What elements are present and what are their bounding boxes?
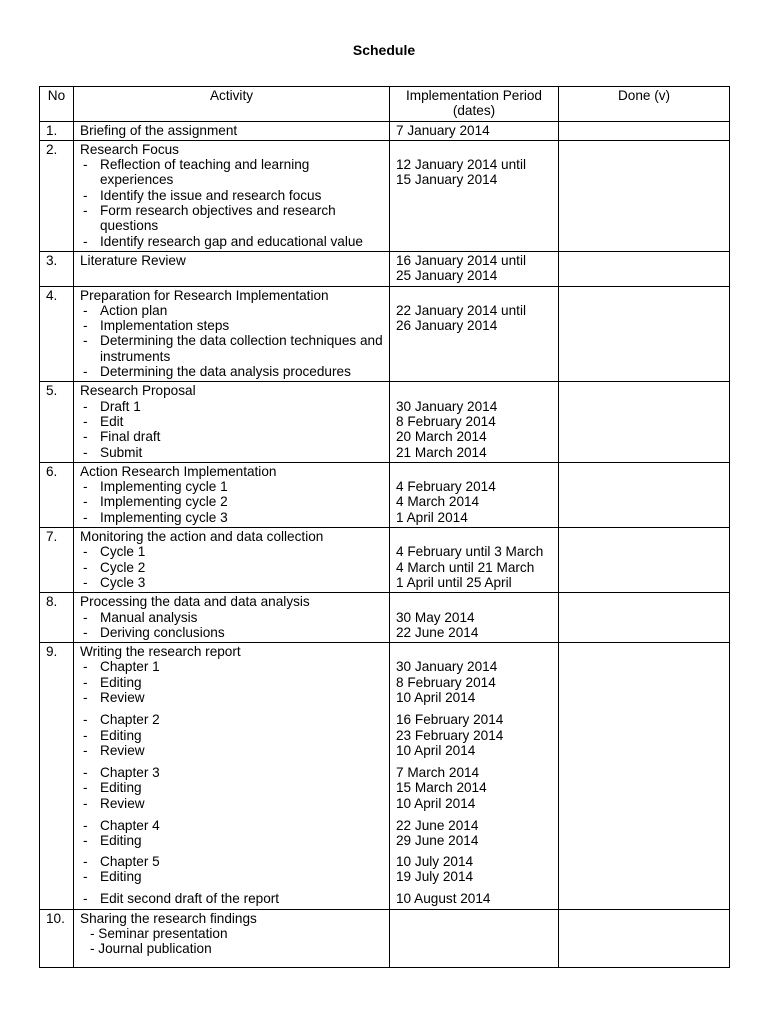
activity-cell — [74, 121, 390, 140]
activity-item: - Implementation steps — [80, 318, 383, 333]
activity-item: - Identify the issue and research focus — [80, 188, 383, 203]
activity-item: - Form research objectives and research questions — [80, 203, 383, 234]
period-line: 10 July 2014 — [396, 853, 474, 869]
period-line: 1 April until 25 April — [396, 574, 512, 590]
table-row — [40, 643, 730, 909]
activity-item: - Identify research gap and educational value — [80, 234, 383, 249]
table-row — [40, 462, 730, 527]
activity-item: - Action plan — [80, 303, 383, 318]
activity-item: - Chapter 5 — [80, 854, 383, 869]
dash-marker: - — [83, 203, 88, 219]
row-number: 3. — [40, 251, 74, 286]
dash-marker: - — [83, 494, 88, 510]
activity-cell — [74, 382, 390, 462]
activity-title: Preparation for Research Implementation — [80, 287, 329, 303]
activity-item: - Edit second draft of the report — [80, 891, 383, 906]
activity-item: - Determining the data collection techniques and instruments — [80, 333, 383, 364]
dash-marker: - — [83, 559, 88, 575]
activity-item: - Edit — [80, 414, 383, 429]
dash-marker: - — [83, 157, 88, 173]
period-cell — [390, 462, 559, 527]
table-row — [40, 382, 730, 462]
dash-marker: - — [83, 818, 88, 834]
period-line: 1 April 2014 — [396, 509, 468, 525]
activity-cell — [74, 251, 390, 286]
dash-marker: - — [83, 444, 88, 460]
dash-marker: - — [83, 780, 88, 796]
period-line: 19 July 2014 — [396, 868, 474, 884]
row-number: 7. — [40, 528, 74, 593]
activity-item: - Determining the data analysis procedures — [80, 364, 383, 379]
activity-item: - Cycle 3 — [80, 575, 383, 590]
dash-marker: - — [83, 853, 88, 869]
period-line: 29 June 2014 — [396, 833, 479, 849]
period-line: 10 August 2014 — [396, 891, 491, 907]
row-number: 10. — [40, 909, 74, 968]
dash-marker: - — [83, 302, 88, 318]
dash-marker: - — [83, 727, 88, 743]
dash-marker: - — [83, 674, 88, 690]
dash-marker: - — [83, 233, 88, 249]
period-line: 15 March 2014 — [396, 780, 487, 796]
done-cell — [559, 382, 730, 462]
dash-marker: - — [83, 795, 88, 811]
dash-marker: - — [83, 479, 88, 495]
period-line: 30 May 2014 — [396, 609, 475, 625]
activity-title: Sharing the research findings — [80, 910, 257, 926]
period-line: 22 January 2014 until — [396, 302, 526, 318]
dash-marker: - — [83, 544, 88, 560]
activity-item: - Deriving conclusions — [80, 625, 383, 640]
period-line: 8 February 2014 — [396, 674, 496, 690]
row-number: 6. — [40, 462, 74, 527]
activity-item: - Editing — [80, 869, 383, 884]
activity-item: - Final draft — [80, 429, 383, 444]
activity-item: - Editing — [80, 833, 383, 848]
activity-item: - Implementing cycle 1 — [80, 479, 383, 494]
activity-cell — [74, 909, 390, 968]
period-line: 8 February 2014 — [396, 413, 496, 429]
dash-marker: - — [83, 868, 88, 884]
table-row — [40, 593, 730, 643]
period-cell — [390, 140, 559, 251]
activity-item: - Chapter 2 — [80, 712, 383, 727]
activity-item: - Chapter 3 — [80, 765, 383, 780]
activity-item: - Editing — [80, 675, 383, 690]
dash-marker: - — [83, 833, 88, 849]
done-cell — [559, 462, 730, 527]
period-line: 10 April 2014 — [396, 795, 476, 811]
period-cell — [390, 643, 559, 909]
done-cell — [559, 286, 730, 382]
period-line: 12 January 2014 until — [396, 157, 526, 173]
dash-marker: - — [83, 765, 88, 781]
dash-marker: - — [83, 187, 88, 203]
period-line: 10 April 2014 — [396, 689, 476, 705]
activity-item: - Draft 1 — [80, 399, 383, 414]
period-cell — [390, 286, 559, 382]
period-line: 4 March 2014 — [396, 494, 480, 510]
activity-item: - Manual analysis — [80, 610, 383, 625]
activity-item: - Chapter 4 — [80, 818, 383, 833]
dash-marker: - — [83, 712, 88, 728]
activity-cell — [74, 528, 390, 593]
page-title: Schedule — [352, 42, 416, 58]
activity-cell — [74, 643, 390, 909]
activity-subitem: - Seminar presentation — [90, 925, 228, 941]
dash-marker: - — [83, 413, 88, 429]
dash-marker: - — [83, 333, 88, 349]
period-line: 25 January 2014 — [396, 268, 498, 284]
period-line: 10 April 2014 — [396, 742, 476, 758]
row-number: 5. — [40, 382, 74, 462]
done-cell — [559, 643, 730, 909]
activity-title: Writing the research report — [80, 644, 241, 660]
dash-marker: - — [83, 398, 88, 414]
done-cell — [559, 251, 730, 286]
activity-item: - Cycle 2 — [80, 560, 383, 575]
activity-title: Briefing of the assignment — [80, 122, 238, 138]
dash-marker: - — [83, 742, 88, 758]
header-done: Done (v) — [559, 87, 730, 122]
activity-cell — [74, 140, 390, 251]
period-line: 23 February 2014 — [396, 727, 504, 743]
period-line: 4 March until 21 March — [396, 559, 535, 575]
table-row — [40, 251, 730, 286]
header-row — [40, 87, 730, 122]
period-line: 22 June 2014 — [396, 818, 479, 834]
period-line: 26 January 2014 — [396, 318, 498, 334]
table-row — [40, 121, 730, 140]
row-number: 9. — [40, 643, 74, 909]
period-line: 7 January 2014 — [396, 122, 490, 138]
activity-subitem: - Journal publication — [90, 941, 212, 957]
header-activity: Activity — [74, 87, 390, 122]
dash-marker: - — [83, 509, 88, 525]
activity-item: - Implementing cycle 3 — [80, 510, 383, 525]
dash-marker: - — [83, 318, 88, 334]
activity-item: - Editing — [80, 780, 383, 795]
activity-title: Processing the data and data analysis — [80, 594, 310, 610]
dash-marker: - — [83, 891, 88, 907]
period-line: 15 January 2014 — [396, 172, 498, 188]
row-number: 2. — [40, 140, 74, 251]
done-cell — [559, 593, 730, 643]
period-cell — [390, 909, 559, 968]
header-period: Implementation Period (dates) — [390, 87, 559, 122]
activity-item: - Editing — [80, 728, 383, 743]
activity-item: - Review — [80, 743, 383, 758]
activity-title: Action Research Implementation — [80, 463, 277, 479]
activity-title: Research Proposal — [80, 383, 196, 399]
period-cell — [390, 593, 559, 643]
activity-item: - Cycle 1 — [80, 544, 383, 559]
period-cell — [390, 528, 559, 593]
period-cell — [390, 251, 559, 286]
period-line: 16 February 2014 — [396, 712, 504, 728]
activity-item: - Reflection of teaching and learning experiences — [80, 157, 383, 188]
header-no: No — [40, 87, 74, 122]
period-line: 22 June 2014 — [396, 624, 479, 640]
period-line: 4 February 2014 — [396, 479, 496, 495]
table-row — [40, 140, 730, 251]
activity-cell — [74, 462, 390, 527]
period-cell — [390, 121, 559, 140]
activity-item: - Review — [80, 796, 383, 811]
row-number: 4. — [40, 286, 74, 382]
activity-item: - Chapter 1 — [80, 659, 383, 674]
period-line: 30 January 2014 — [396, 659, 498, 675]
schedule-table — [39, 86, 730, 968]
period-line: 4 February until 3 March — [396, 544, 544, 560]
dash-marker: - — [83, 574, 88, 590]
dash-marker: - — [83, 689, 88, 705]
row-number: 1. — [40, 121, 74, 140]
activity-title: Research Focus — [80, 141, 179, 157]
period-line: 30 January 2014 — [396, 398, 498, 414]
table-row — [40, 528, 730, 593]
done-cell — [559, 909, 730, 968]
period-line: 7 March 2014 — [396, 765, 480, 781]
activity-item: - Submit — [80, 445, 383, 460]
period-line: 20 March 2014 — [396, 429, 487, 445]
activity-item: - Implementing cycle 2 — [80, 494, 383, 509]
activity-item: - Review — [80, 690, 383, 705]
dash-marker: - — [83, 609, 88, 625]
dash-marker: - — [83, 624, 88, 640]
table-row — [40, 909, 730, 968]
done-cell — [559, 528, 730, 593]
table-row — [40, 286, 730, 382]
period-line: 16 January 2014 until — [396, 252, 526, 268]
activity-cell — [74, 593, 390, 643]
period-cell — [390, 382, 559, 462]
row-number: 8. — [40, 593, 74, 643]
done-cell — [559, 140, 730, 251]
dash-marker: - — [83, 429, 88, 445]
dash-marker: - — [83, 659, 88, 675]
activity-title: Monitoring the action and data collection — [80, 529, 324, 545]
activity-cell — [74, 286, 390, 382]
activity-title: Literature Review — [80, 252, 186, 268]
dash-marker: - — [83, 364, 88, 380]
done-cell — [559, 121, 730, 140]
period-line: 21 March 2014 — [396, 444, 487, 460]
